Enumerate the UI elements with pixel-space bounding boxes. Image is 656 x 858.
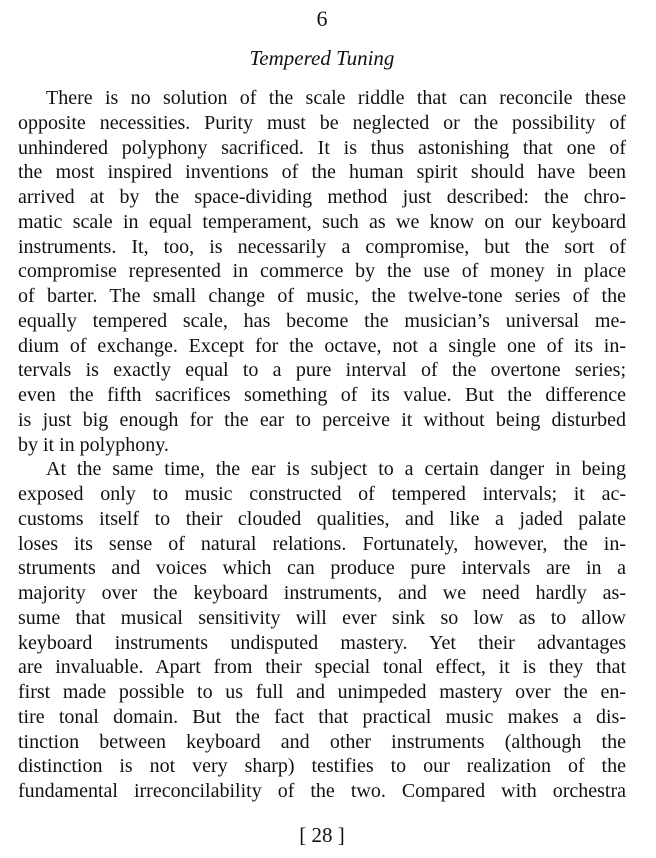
text-line: of barter. The small change of music, the twelve-tone series of the	[18, 285, 626, 307]
text-line: is just big enough for the ear to perceive it without being disturbed	[18, 408, 626, 431]
text-line: struments and voices which can produce pure intervals are in a	[18, 557, 626, 580]
text-line: equally tempered scale, has become the musician’s universal me-	[18, 309, 626, 332]
text-line: unhindered polyphony sacrificed. It is thus astonishing that one of	[18, 136, 626, 159]
text-line: opposite necessities. Purity must be neglected or the possibility of	[18, 111, 626, 134]
text-line: compromise represented in commerce by the use of money in place	[18, 260, 626, 283]
text-line: even the fifth sacrifices something of its value. But the difference	[18, 384, 626, 406]
text-line: sume that musical sensitivity will ever sink so low as to allow	[18, 606, 626, 629]
text-line: instruments. It, too, is necessarily a compromise, but the sort of	[18, 235, 626, 258]
text-line: exposed only to music constructed of tempered intervals; it ac-	[18, 483, 626, 505]
text-line: matic scale in equal temperament, such as we know on our keyboard	[18, 210, 626, 233]
chapter-number: 6	[316, 6, 328, 31]
text-line: tinction between keyboard and other instruments (although the	[18, 730, 626, 753]
text-line: fundamental irreconcilability of the two. Compared with orchestra	[18, 780, 626, 802]
text-line: are invaluable. Apart from their special tonal effect, it is they that	[18, 656, 626, 679]
text-line: majority over the keyboard instruments, and we need hardly as-	[18, 582, 626, 604]
paragraph	[18, 86, 626, 457]
paragraph	[18, 457, 626, 804]
text-line: arrived at by the space-dividing method just described: the chro-	[18, 186, 626, 208]
text-line: There is no solution of the scale riddle that can reconcile these	[46, 87, 626, 109]
text-line: loses its sense of natural relations. Fortunately, however, the in-	[18, 532, 626, 555]
text-line: keyboard instruments undisputed mastery. Yet their advantages	[18, 631, 626, 654]
text-line: first made possible to us full and unimpeded mastery over the en-	[18, 681, 626, 703]
text-line: distinction is not very sharp) testifies to our realization of the	[18, 755, 626, 778]
page-number: [ 28 ]	[299, 823, 345, 847]
text-line: the most inspired inventions of the human spirit should have been	[18, 161, 626, 184]
running-title: Tempered Tuning	[249, 46, 395, 70]
text-line: by it in polyphony.	[18, 433, 169, 456]
text-line: tervals is exactly equal to a pure interval of the overtone series;	[18, 359, 626, 382]
body-text	[18, 86, 626, 804]
text-line: customs itself to their clouded qualities, and like a jaded palate	[18, 507, 626, 530]
text-line: At the same time, the ear is subject to a certain danger in being	[46, 458, 626, 481]
text-line: tire tonal domain. But the fact that practical music makes a dis-	[18, 705, 626, 728]
text-line: dium of exchange. Except for the octave, not a single one of its in-	[18, 334, 626, 357]
book-page	[18, 0, 626, 858]
